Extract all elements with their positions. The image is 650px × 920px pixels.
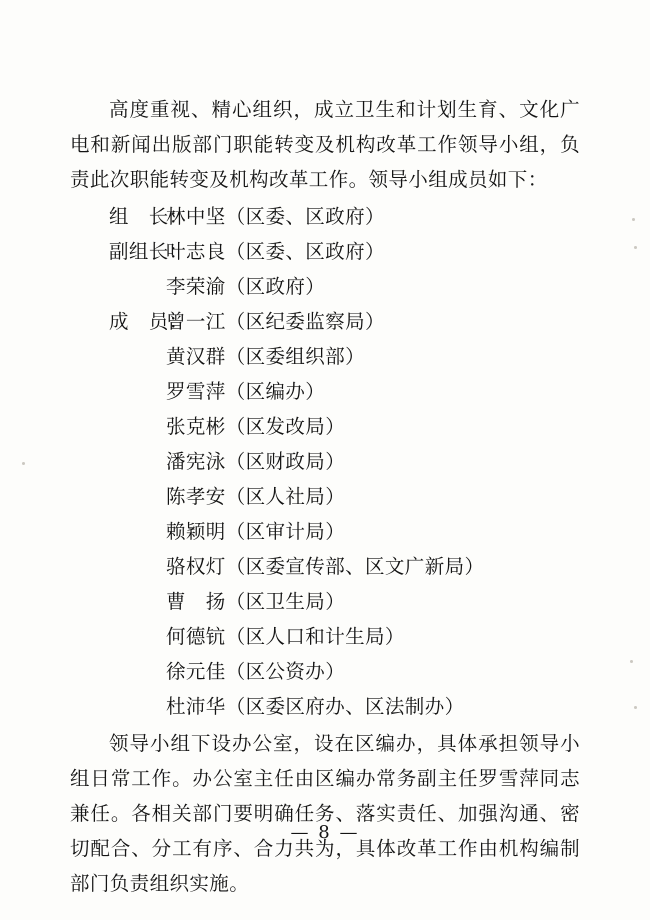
- roster-person: 何德钪（区人口和计生局）: [166, 625, 405, 648]
- roster-role: [70, 374, 166, 409]
- roster-role: 组 长：: [109, 205, 189, 228]
- scan-speck: [630, 660, 633, 663]
- roster-person: 骆权灯（区委宣传部、区文广新局）: [166, 555, 485, 578]
- roster-person: 陈孝安（区人社局）: [166, 485, 346, 508]
- roster-row: [70, 514, 580, 549]
- roster-person: 叶志良（区委、区政府）: [166, 240, 385, 263]
- scan-speck: [634, 706, 637, 709]
- roster-role: 副组长：: [109, 240, 189, 263]
- roster-person: 张克彬（区发改局）: [166, 415, 346, 438]
- roster-row: [70, 269, 580, 304]
- roster-role: [70, 409, 166, 444]
- roster-role: [70, 549, 166, 584]
- closing-paragraph: 领导小组下设办公室，设在区编办，具体承担领导小组日常工作。办公室主任由区编办常务副主任罗雪萍同志兼任。各相关部门要明确任务、落实责任、加强沟通、密切配合、分工有序、合力共为，具体改革工作由机构编制部门负责组织实施。: [70, 732, 580, 895]
- roster-person: 曹 扬（区卫生局）: [166, 590, 346, 613]
- roster-row: [70, 584, 580, 619]
- roster-row: [70, 374, 580, 409]
- roster-row: [70, 479, 580, 514]
- roster-person: 李荣渝（区政府）: [166, 275, 326, 298]
- roster-role: [70, 584, 166, 619]
- roster-person: 潘宪泳（区财政局）: [166, 450, 346, 473]
- scan-speck: [634, 246, 637, 249]
- scan-speck: [22, 462, 25, 465]
- page-number: — 8 —: [290, 822, 360, 843]
- roster-role: [70, 654, 166, 689]
- intro-paragraph: 高度重视、精心组织，成立卫生和计划生育、文化广电和新闻出版部门职能转变及机构改革工作领导小组，负责此次职能转变及机构改革工作。领导小组成员如下：: [70, 98, 580, 191]
- roster-row: [70, 304, 580, 339]
- roster-row: [70, 654, 580, 689]
- roster-person: 曾一江（区纪委监察局）: [166, 310, 385, 333]
- roster-row: [70, 199, 580, 234]
- roster-row: [70, 689, 580, 724]
- roster-role: [70, 479, 166, 514]
- roster-row: [70, 619, 580, 654]
- document-body: [70, 92, 580, 901]
- roster-person: 赖颖明（区审计局）: [166, 520, 346, 543]
- roster-role: [70, 514, 166, 549]
- roster-person: 徐元佳（区公资办）: [166, 660, 346, 683]
- roster-person: 杜沛华（区委区府办、区法制办）: [166, 695, 465, 718]
- roster-role: [70, 339, 166, 374]
- roster-row: [70, 444, 580, 479]
- roster-person: 林中坚（区委、区政府）: [166, 205, 385, 228]
- roster-row: [70, 549, 580, 584]
- leading-group-roster: [70, 199, 580, 724]
- roster-row: [70, 409, 580, 444]
- roster-person: 罗雪萍（区编办）: [166, 380, 326, 403]
- roster-row: [70, 234, 580, 269]
- roster-role: [70, 269, 166, 304]
- roster-role: [70, 619, 166, 654]
- roster-row: [70, 339, 580, 374]
- scan-speck: [632, 218, 635, 221]
- roster-role: [70, 689, 166, 724]
- roster-role: [70, 444, 166, 479]
- roster-role: 成 员：: [109, 310, 189, 333]
- roster-person: 黄汉群（区委组织部）: [166, 345, 366, 368]
